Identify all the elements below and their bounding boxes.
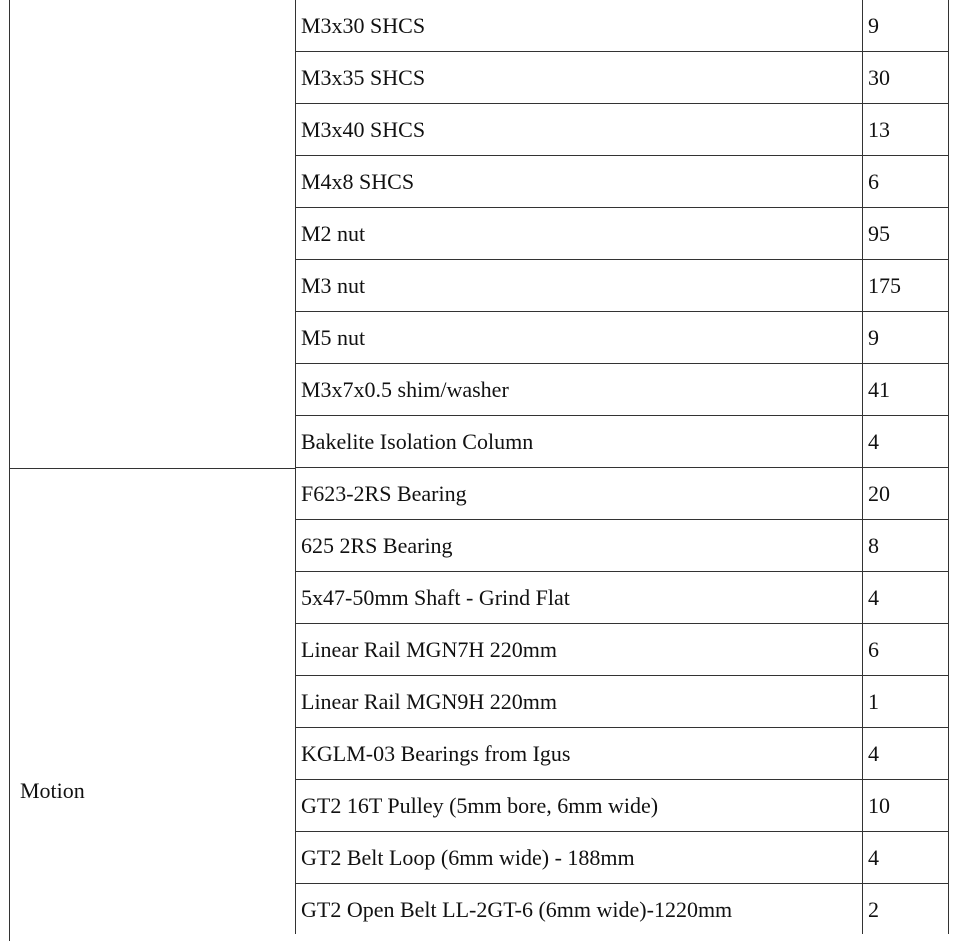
table-row xyxy=(295,676,949,728)
table-row xyxy=(295,416,949,468)
table-row xyxy=(295,884,949,934)
table-row xyxy=(295,728,949,780)
item-qty: 4 xyxy=(868,585,879,610)
section-label-motion: Motion xyxy=(20,778,85,803)
item-qty: 30 xyxy=(868,65,890,90)
item-qty: 20 xyxy=(868,481,890,506)
item-name: M2 nut xyxy=(296,208,863,259)
table-row xyxy=(295,156,949,208)
item-qty: 175 xyxy=(868,273,901,298)
table-row xyxy=(295,0,949,52)
item-name: M4x8 SHCS xyxy=(296,156,863,207)
table-row xyxy=(295,208,949,260)
item-qty: 41 xyxy=(868,377,890,402)
table-row xyxy=(295,780,949,832)
item-qty: 13 xyxy=(868,117,890,142)
item-name: M3x35 SHCS xyxy=(296,52,863,103)
item-qty: 9 xyxy=(868,13,879,38)
item-name: GT2 16T Pulley (5mm bore, 6mm wide) xyxy=(296,780,863,831)
item-name: GT2 Belt Loop (6mm wide) - 188mm xyxy=(296,832,863,883)
item-qty: 1 xyxy=(868,689,879,714)
item-name: KGLM-03 Bearings from Igus xyxy=(296,728,863,779)
table-row xyxy=(295,104,949,156)
table-row xyxy=(295,260,949,312)
item-qty: 10 xyxy=(868,793,890,818)
section-cell-motion xyxy=(9,468,296,941)
item-name: 5x47-50mm Shaft - Grind Flat xyxy=(296,572,863,623)
item-qty: 2 xyxy=(868,897,879,922)
table-row xyxy=(295,312,949,364)
item-name: M3x7x0.5 shim/washer xyxy=(296,364,863,415)
table-row xyxy=(295,624,949,676)
table-row xyxy=(295,520,949,572)
item-qty: 4 xyxy=(868,429,879,454)
table-row xyxy=(295,572,949,624)
item-qty: 4 xyxy=(868,845,879,870)
table-row xyxy=(295,468,949,520)
item-name: Linear Rail MGN7H 220mm xyxy=(296,624,863,675)
item-rows xyxy=(295,0,949,934)
table-row xyxy=(295,364,949,416)
table-row xyxy=(295,832,949,884)
item-name: GT2 Open Belt LL-2GT-6 (6mm wide)-1220mm xyxy=(296,884,863,934)
table-row xyxy=(295,52,949,104)
item-qty: 95 xyxy=(868,221,890,246)
item-name: M5 nut xyxy=(296,312,863,363)
item-name: Linear Rail MGN9H 220mm xyxy=(296,676,863,727)
item-qty: 6 xyxy=(868,169,879,194)
item-name: M3x30 SHCS xyxy=(296,0,863,51)
item-name: M3x40 SHCS xyxy=(296,104,863,155)
item-qty: 9 xyxy=(868,325,879,350)
item-name: M3 nut xyxy=(296,260,863,311)
item-name: F623-2RS Bearing xyxy=(296,468,863,519)
item-qty: 4 xyxy=(868,741,879,766)
item-qty: 6 xyxy=(868,637,879,662)
item-name: 625 2RS Bearing xyxy=(296,520,863,571)
item-qty: 8 xyxy=(868,533,879,558)
section-cell-fasteners xyxy=(9,0,296,469)
item-name: Bakelite Isolation Column xyxy=(296,416,863,467)
